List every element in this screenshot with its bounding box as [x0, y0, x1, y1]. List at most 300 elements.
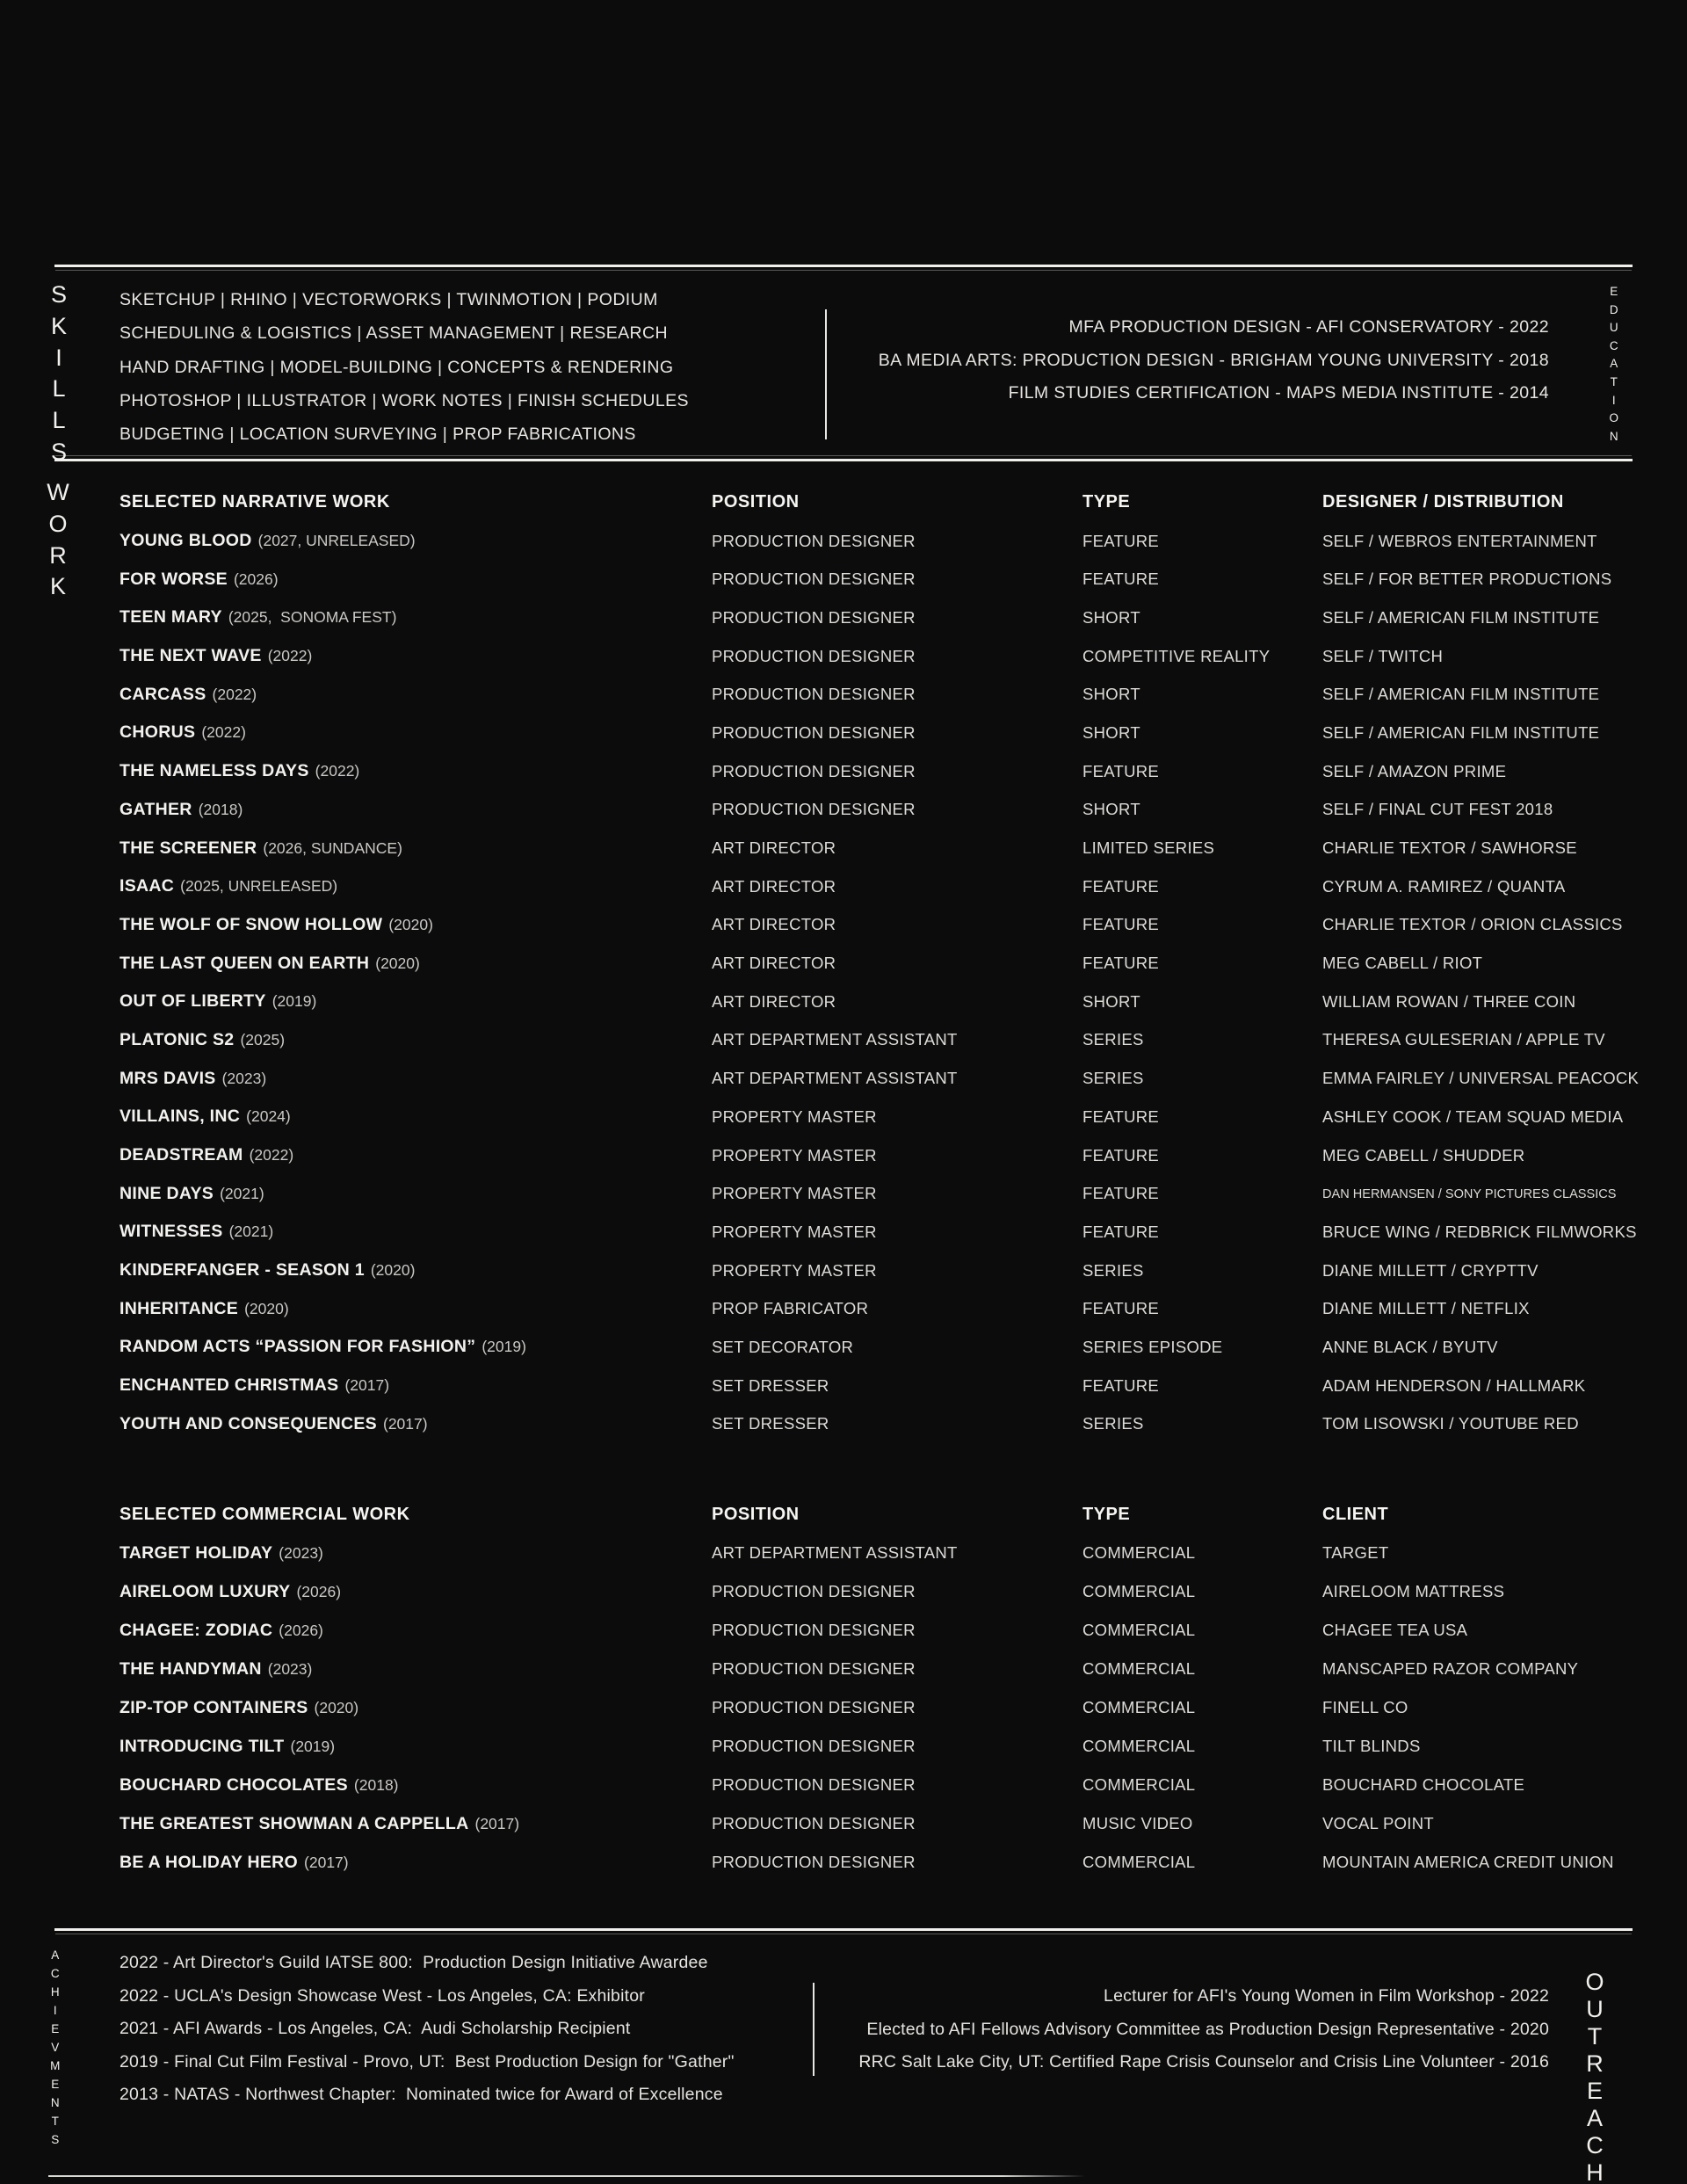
- project-year-detail: (2026): [296, 1582, 342, 1600]
- table-row: [119, 752, 1633, 791]
- type-cell: FEATURE: [1082, 761, 1160, 780]
- table-header-row: [119, 483, 1633, 522]
- type-cell: COMMERCIAL: [1082, 1737, 1196, 1755]
- position-cell: PRODUCTION DESIGNER: [712, 800, 916, 819]
- column-header-credit: CLIENT: [1322, 1504, 1389, 1524]
- project-year-detail: (2018): [198, 800, 243, 818]
- project-year-detail: (2022): [249, 1146, 294, 1165]
- divider-skills-education: [825, 309, 827, 439]
- type-cell: COMMERCIAL: [1082, 1775, 1196, 1794]
- table-row: [119, 1766, 1633, 1804]
- type-cell: SERIES EPISODE: [1082, 1337, 1223, 1356]
- project-year-detail: (2017): [304, 1853, 349, 1871]
- position-cell: SET DECORATOR: [712, 1337, 854, 1356]
- divider-achievements-top: [54, 1928, 1633, 1931]
- credit-cell: BRUCE WING / REDBRICK FILMWORKS: [1322, 1222, 1637, 1241]
- column-header-type: TYPE: [1082, 492, 1131, 512]
- position-cell: ART DIRECTOR: [712, 954, 836, 973]
- project-name: KINDERFANGER - SEASON 1: [119, 1260, 365, 1281]
- vertical-label-letter: A: [1586, 2105, 1603, 2131]
- credit-cell: BOUCHARD CHOCOLATE: [1322, 1775, 1525, 1794]
- table-row: [119, 1534, 1633, 1572]
- project-title-cell: [119, 685, 712, 705]
- credit-cell: MEG CABELL / SHUDDER: [1322, 1145, 1525, 1165]
- vertical-label-letter: O: [1609, 411, 1619, 425]
- credit-cell: FINELL CO: [1322, 1698, 1408, 1716]
- type-cell: COMMERCIAL: [1082, 1853, 1196, 1871]
- table-row: [119, 522, 1633, 561]
- project-year-detail: (2027, UNRELEASED): [257, 532, 416, 550]
- divider-bottom: [48, 2175, 1085, 2177]
- project-year-detail: (2023): [279, 1543, 323, 1562]
- project-title-cell: [119, 1145, 712, 1165]
- type-cell: FEATURE: [1082, 1375, 1160, 1395]
- column-header-credit: DESIGNER / DISTRIBUTION: [1322, 492, 1564, 512]
- credit-cell: SELF / FINAL CUT FEST 2018: [1322, 800, 1553, 819]
- project-title-cell: [119, 800, 712, 820]
- credit-cell: SELF / FOR BETTER PRODUCTIONS: [1322, 570, 1612, 589]
- vertical-label-letter: C: [1609, 338, 1619, 352]
- credit-cell: CHARLIE TEXTOR / SAWHORSE: [1322, 838, 1577, 858]
- vertical-label-letter: S: [50, 281, 67, 308]
- vertical-label-letter: R: [1586, 2050, 1604, 2077]
- vertical-label-letter: U: [1586, 1996, 1604, 2022]
- project-name: INTRODUCING TILT: [119, 1736, 285, 1756]
- position-cell: PROPERTY MASTER: [712, 1107, 877, 1126]
- divider-top: [54, 265, 1633, 267]
- vertical-label-letter: U: [1609, 321, 1619, 335]
- project-title-cell: [119, 1853, 712, 1873]
- education-line: FILM STUDIES CERTIFICATION - MAPS MEDIA INSTITUTE - 2014: [1008, 383, 1549, 403]
- table-row: [119, 1688, 1633, 1727]
- column-header-type: TYPE: [1082, 1504, 1131, 1524]
- position-cell: PRODUCTION DESIGNER: [712, 761, 916, 780]
- position-cell: ART DIRECTOR: [712, 915, 836, 934]
- position-cell: SET DRESSER: [712, 1375, 829, 1395]
- project-title-cell: [119, 838, 712, 859]
- table-row: [119, 1174, 1633, 1213]
- project-year-detail: (2019): [481, 1338, 526, 1356]
- column-header-position: POSITION: [712, 492, 800, 512]
- project-name: MRS DAVIS: [119, 1068, 216, 1088]
- project-year-detail: (2022): [315, 762, 360, 780]
- project-year-detail: (2019): [272, 992, 317, 1011]
- outreach-line: Lecturer for AFI's Young Women in Film Workshop - 2022: [1104, 1986, 1549, 2006]
- vertical-label-letter: K: [49, 573, 66, 600]
- table-row: [119, 1213, 1637, 1252]
- project-year-detail: (2020): [244, 1299, 289, 1317]
- project-title-cell: [119, 1107, 712, 1127]
- project-name: FOR WORSE: [119, 569, 228, 589]
- narrative-work-table: [119, 483, 1640, 1443]
- position-cell: PRODUCTION DESIGNER: [712, 685, 916, 704]
- project-name: THE LAST QUEEN ON EARTH: [119, 953, 370, 973]
- vertical-label-letter: A: [1610, 357, 1618, 371]
- type-cell: FEATURE: [1082, 570, 1160, 589]
- project-title-cell: [119, 1375, 712, 1396]
- type-cell: COMMERCIAL: [1082, 1543, 1196, 1562]
- vertical-label-letter: W: [47, 479, 69, 505]
- project-name: DEADSTREAM: [119, 1145, 243, 1165]
- vertical-label-letter: K: [50, 312, 67, 339]
- project-title-cell: [119, 1222, 712, 1242]
- project-name: VILLAINS, INC: [119, 1107, 241, 1127]
- project-year-detail: (2024): [246, 1107, 291, 1126]
- type-cell: SERIES: [1082, 1260, 1144, 1280]
- project-year-detail: (2026, SUNDANCE): [263, 838, 402, 857]
- achievements-list: [119, 1947, 735, 2112]
- credit-cell: ANNE BLACK / BYUTV: [1322, 1337, 1498, 1356]
- credit-cell: MOUNTAIN AMERICA CREDIT UNION: [1322, 1853, 1614, 1871]
- type-cell: FEATURE: [1082, 1299, 1160, 1318]
- type-cell: SERIES: [1082, 1030, 1144, 1049]
- type-cell: SERIES: [1082, 1414, 1144, 1433]
- project-year-detail: (2017): [344, 1376, 390, 1395]
- credit-cell: SELF / WEBROS ENTERTAINMENT: [1322, 531, 1597, 550]
- project-name: THE NAMELESS DAYS: [119, 761, 309, 781]
- column-header-title: SELECTED COMMERCIAL WORK: [119, 1504, 410, 1524]
- type-cell: SHORT: [1082, 607, 1140, 627]
- vertical-label-letter: H: [1586, 2159, 1604, 2184]
- vertical-label-letter: N: [1609, 429, 1619, 443]
- project-title-cell: [119, 531, 712, 551]
- vertical-label-letter: M: [50, 2059, 61, 2072]
- table-row: [119, 1021, 1633, 1060]
- project-year-detail: (2018): [353, 1775, 399, 1794]
- type-cell: LIMITED SERIES: [1082, 838, 1215, 858]
- vertical-label-letter: V: [51, 2041, 60, 2054]
- project-name: GATHER: [119, 799, 192, 819]
- credit-cell: DIANE MILLETT / NETFLIX: [1322, 1299, 1530, 1318]
- type-cell: COMPETITIVE REALITY: [1082, 646, 1271, 665]
- table-row: [119, 599, 1633, 637]
- project-name: PLATONIC S2: [119, 1029, 235, 1049]
- work-section-label: [42, 477, 74, 603]
- project-year-detail: (2022): [212, 685, 257, 703]
- vertical-label-letter: S: [51, 2133, 60, 2146]
- project-title-cell: [119, 954, 712, 974]
- achievement-line: 2021 - AFI Awards - Los Angeles, CA: Audi Scholarship Recipient: [119, 2019, 631, 2039]
- project-name: CHAGEE: ZODIAC: [119, 1620, 273, 1640]
- achievements-section-label: [42, 1946, 69, 2149]
- table-row: [119, 1843, 1633, 1882]
- type-cell: COMMERCIAL: [1082, 1621, 1196, 1639]
- credit-cell: CHAGEE TEA USA: [1322, 1621, 1468, 1639]
- education-list: [879, 311, 1549, 410]
- project-name: ENCHANTED CHRISTMAS: [119, 1375, 339, 1396]
- vertical-label-letter: S: [50, 438, 67, 465]
- project-title-cell: [119, 646, 712, 666]
- position-cell: ART DEPARTMENT ASSISTANT: [712, 1543, 958, 1562]
- credit-cell: WILLIAM ROWAN / THREE COIN: [1322, 991, 1576, 1011]
- project-title-cell: [119, 1260, 712, 1281]
- project-year-detail: (2025, SONOMA FEST): [228, 608, 397, 627]
- outreach-list: [858, 1980, 1549, 2079]
- project-year-detail: (2020): [388, 915, 433, 933]
- type-cell: FEATURE: [1082, 531, 1160, 550]
- project-title-cell: [119, 1698, 712, 1718]
- project-title-cell: [119, 991, 712, 1012]
- type-cell: FEATURE: [1082, 954, 1160, 973]
- position-cell: PRODUCTION DESIGNER: [712, 531, 916, 550]
- project-name: THE GREATEST SHOWMAN A CAPPELLA: [119, 1813, 469, 1833]
- position-cell: PRODUCTION DESIGNER: [712, 1737, 916, 1755]
- project-year-detail: (2020): [314, 1698, 359, 1716]
- table-row: [119, 944, 1633, 983]
- position-cell: PROPERTY MASTER: [712, 1184, 877, 1203]
- position-cell: ART DIRECTOR: [712, 838, 836, 858]
- position-cell: PROPERTY MASTER: [712, 1260, 877, 1280]
- project-year-detail: (2020): [375, 954, 420, 972]
- table-row: [119, 983, 1633, 1021]
- credit-cell: EMMA FAIRLEY / UNIVERSAL PEACOCK: [1322, 1069, 1640, 1088]
- project-name: CHORUS: [119, 722, 196, 743]
- project-title-cell: [119, 876, 712, 896]
- column-header-position: POSITION: [712, 1504, 800, 1524]
- project-year-detail: (2026): [279, 1621, 323, 1639]
- position-cell: SET DRESSER: [712, 1414, 829, 1433]
- credit-cell: MEG CABELL / RIOT: [1322, 954, 1483, 973]
- project-title-cell: [119, 1582, 712, 1602]
- project-name: ZIP-TOP CONTAINERS: [119, 1697, 308, 1717]
- skills-line: HAND DRAFTING | MODEL-BUILDING | CONCEPTS & RENDERING: [119, 357, 674, 377]
- type-cell: COMMERCIAL: [1082, 1698, 1196, 1716]
- vertical-label-letter: E: [1610, 285, 1618, 298]
- credit-cell: SELF / AMERICAN FILM INSTITUTE: [1322, 685, 1600, 704]
- outreach-section-label: [1580, 1969, 1610, 2184]
- table-row: [119, 791, 1633, 830]
- table-row: [119, 1572, 1633, 1611]
- credit-cell: ASHLEY COOK / TEAM SQUAD MEDIA: [1322, 1107, 1624, 1126]
- divider-skills-bottom: [54, 459, 1633, 461]
- table-row: [119, 1328, 1633, 1367]
- project-year-detail: (2021): [228, 1223, 274, 1241]
- project-title-cell: [119, 1737, 712, 1757]
- position-cell: PRODUCTION DESIGNER: [712, 1582, 916, 1600]
- project-year-detail: (2023): [221, 1069, 267, 1087]
- vertical-label-letter: O: [48, 510, 68, 537]
- project-title-cell: [119, 1543, 712, 1564]
- vertical-label-letter: T: [1587, 2023, 1603, 2050]
- position-cell: PROPERTY MASTER: [712, 1222, 877, 1241]
- table-row: [119, 867, 1633, 906]
- type-cell: COMMERCIAL: [1082, 1582, 1196, 1600]
- type-cell: FEATURE: [1082, 915, 1160, 934]
- type-cell: SHORT: [1082, 685, 1140, 704]
- credit-cell: SELF / AMERICAN FILM INSTITUTE: [1322, 722, 1600, 742]
- table-row: [119, 1367, 1633, 1405]
- table-row: [119, 906, 1633, 945]
- education-line: MFA PRODUCTION DESIGN - AFI CONSERVATORY - 2022: [1068, 317, 1549, 337]
- position-cell: PRODUCTION DESIGNER: [712, 722, 916, 742]
- position-cell: ART DEPARTMENT ASSISTANT: [712, 1069, 958, 1088]
- project-year-detail: (2022): [267, 647, 313, 665]
- project-name: YOUTH AND CONSEQUENCES: [119, 1413, 377, 1433]
- project-name: THE SCREENER: [119, 838, 257, 858]
- vertical-label-letter: E: [1586, 2078, 1603, 2104]
- project-name: THE NEXT WAVE: [119, 646, 262, 666]
- type-cell: SHORT: [1082, 722, 1140, 742]
- table-row: [119, 1611, 1633, 1650]
- project-title-cell: [119, 1069, 712, 1089]
- vertical-label-letter: I: [1611, 393, 1617, 407]
- project-name: RANDOM ACTS “PASSION FOR FASHION”: [119, 1337, 476, 1357]
- project-year-detail: (2021): [220, 1184, 264, 1202]
- vertical-label-letter: O: [1585, 1969, 1604, 1995]
- project-title-cell: [119, 1184, 712, 1204]
- project-title-cell: [119, 1299, 712, 1319]
- type-cell: FEATURE: [1082, 1184, 1160, 1203]
- project-year-detail: (2022): [201, 723, 246, 742]
- credit-cell: THERESA GULESERIAN / APPLE TV: [1322, 1030, 1605, 1049]
- type-cell: MUSIC VIDEO: [1082, 1814, 1193, 1832]
- outreach-line: Elected to AFI Fellows Advisory Committee as Production Design Representative - 2020: [866, 2019, 1549, 2039]
- project-year-detail: (2017): [383, 1414, 428, 1433]
- project-title-cell: [119, 915, 712, 935]
- credit-cell: SELF / TWITCH: [1322, 646, 1444, 665]
- project-name: TEEN MARY: [119, 607, 222, 628]
- position-cell: PRODUCTION DESIGNER: [712, 1621, 916, 1639]
- position-cell: PRODUCTION DESIGNER: [712, 570, 916, 589]
- vertical-label-letter: I: [55, 344, 62, 371]
- project-name: YOUNG BLOOD: [119, 531, 252, 551]
- vertical-label-letter: C: [1586, 2132, 1604, 2159]
- credit-cell: DIANE MILLETT / CRYPTTV: [1322, 1260, 1539, 1280]
- achievement-line: 2013 - NATAS - Northwest Chapter: Nominated twice for Award of Excellence: [119, 2085, 723, 2105]
- vertical-label-letter: E: [51, 2078, 60, 2091]
- type-cell: SERIES: [1082, 1069, 1144, 1088]
- credit-cell: TOM LISOWSKI / YOUTUBE RED: [1322, 1414, 1579, 1433]
- project-name: THE HANDYMAN: [119, 1658, 262, 1679]
- project-name: TARGET HOLIDAY: [119, 1542, 273, 1563]
- credit-cell: SELF / AMERICAN FILM INSTITUTE: [1322, 607, 1600, 627]
- table-row: [119, 1252, 1633, 1290]
- project-name: ISAAC: [119, 876, 175, 896]
- position-cell: PRODUCTION DESIGNER: [712, 1659, 916, 1678]
- vertical-label-letter: H: [50, 1985, 61, 1999]
- project-title-cell: [119, 570, 712, 590]
- type-cell: COMMERCIAL: [1082, 1659, 1196, 1678]
- project-name: AIRELOOM LUXURY: [119, 1581, 291, 1601]
- outreach-line: RRC Salt Lake City, UT: Certified Rape Crisis Counselor and Crisis Line Volunteer - 2016: [858, 2052, 1549, 2072]
- type-cell: SHORT: [1082, 991, 1140, 1011]
- column-header-title: SELECTED NARRATIVE WORK: [119, 492, 390, 512]
- project-title-cell: [119, 1659, 712, 1680]
- achievement-line: 2019 - Final Cut Film Festival - Provo, UT: Best Production Design for "Gather": [119, 2051, 735, 2072]
- skills-line: SCHEDULING & LOGISTICS | ASSET MANAGEMENT | RESEARCH: [119, 323, 669, 344]
- type-cell: FEATURE: [1082, 1222, 1160, 1241]
- education-section-label: [1601, 283, 1627, 446]
- vertical-label-letter: D: [1609, 302, 1619, 316]
- project-title-cell: [119, 1775, 712, 1796]
- credit-cell: AIRELOOM MATTRESS: [1322, 1582, 1505, 1600]
- table-row: [119, 1136, 1633, 1175]
- vertical-label-letter: A: [51, 1948, 60, 1962]
- project-name: OUT OF LIBERTY: [119, 991, 266, 1012]
- table-row: [119, 1727, 1633, 1766]
- credit-cell: CHARLIE TEXTOR / ORION CLASSICS: [1322, 915, 1623, 934]
- table-row: [119, 1289, 1633, 1328]
- project-name: NINE DAYS: [119, 1183, 214, 1203]
- type-cell: FEATURE: [1082, 876, 1160, 896]
- table-row: [119, 829, 1633, 867]
- position-cell: ART DEPARTMENT ASSISTANT: [712, 1030, 958, 1049]
- project-title-cell: [119, 607, 712, 628]
- project-name: CARCASS: [119, 684, 206, 704]
- education-line: BA MEDIA ARTS: PRODUCTION DESIGN - BRIGHAM YOUNG UNIVERSITY - 2018: [878, 350, 1549, 370]
- project-name: THE WOLF OF SNOW HOLLOW: [119, 914, 383, 934]
- project-year-detail: (2017): [474, 1814, 520, 1832]
- credit-cell: TARGET: [1322, 1543, 1389, 1562]
- credit-cell: DAN HERMANSEN / SONY PICTURES CLASSICS: [1322, 1186, 1617, 1201]
- position-cell: ART DIRECTOR: [712, 991, 836, 1011]
- project-name: BOUCHARD CHOCOLATES: [119, 1774, 348, 1795]
- vertical-label-letter: T: [1610, 374, 1618, 388]
- project-year-detail: (2019): [290, 1737, 336, 1755]
- skills-line: PHOTOSHOP | ILLUSTRATOR | WORK NOTES | FINISH SCHEDULES: [119, 390, 689, 410]
- position-cell: PRODUCTION DESIGNER: [712, 1814, 916, 1832]
- position-cell: PRODUCTION DESIGNER: [712, 646, 916, 665]
- vertical-label-letter: L: [52, 407, 66, 434]
- project-year-detail: (2025): [240, 1030, 286, 1048]
- credit-cell: CYRUM A. RAMIREZ / QUANTA: [1322, 876, 1566, 896]
- position-cell: PRODUCTION DESIGNER: [712, 1698, 916, 1716]
- position-cell: PRODUCTION DESIGNER: [712, 1853, 916, 1871]
- commercial-work-table: [119, 1495, 1633, 1882]
- project-name: INHERITANCE: [119, 1298, 239, 1318]
- table-header-row: [119, 1495, 1633, 1534]
- vertical-label-letter: C: [50, 1967, 61, 1980]
- project-year-detail: (2026): [233, 570, 279, 588]
- table-row: [119, 1098, 1633, 1136]
- project-title-cell: [119, 1337, 712, 1357]
- type-cell: FEATURE: [1082, 1107, 1160, 1126]
- credit-cell: MANSCAPED RAZOR COMPANY: [1322, 1659, 1579, 1678]
- position-cell: PROP FABRICATOR: [712, 1299, 869, 1318]
- skills-line: BUDGETING | LOCATION SURVEYING | PROP FABRICATIONS: [119, 424, 636, 445]
- project-title-cell: [119, 1814, 712, 1834]
- skills-list: [119, 283, 689, 451]
- project-year-detail: (2025, UNRELEASED): [180, 877, 338, 896]
- vertical-label-letter: T: [51, 2115, 60, 2128]
- table-row: [119, 1804, 1633, 1843]
- project-title-cell: [119, 1414, 712, 1434]
- vertical-label-letter: I: [53, 2004, 58, 2017]
- credit-cell: ADAM HENDERSON / HALLMARK: [1322, 1375, 1586, 1395]
- project-year-detail: (2023): [267, 1659, 313, 1678]
- table-row: [119, 714, 1633, 752]
- table-row: [119, 560, 1633, 599]
- credit-cell: SELF / AMAZON PRIME: [1322, 761, 1507, 780]
- position-cell: PRODUCTION DESIGNER: [712, 607, 916, 627]
- vertical-label-letter: E: [51, 2022, 60, 2035]
- table-row: [119, 1059, 1640, 1098]
- position-cell: PRODUCTION DESIGNER: [712, 1775, 916, 1794]
- project-title-cell: [119, 761, 712, 781]
- table-row: [119, 1405, 1633, 1444]
- project-title-cell: [119, 1621, 712, 1641]
- type-cell: SHORT: [1082, 800, 1140, 819]
- project-title-cell: [119, 722, 712, 743]
- skills-section-label: [44, 279, 74, 468]
- divider-achievements-outreach: [813, 1983, 815, 2076]
- vertical-label-letter: R: [49, 541, 67, 569]
- position-cell: PROPERTY MASTER: [712, 1145, 877, 1165]
- vertical-label-letter: N: [50, 2096, 61, 2109]
- credit-cell: TILT BLINDS: [1322, 1737, 1421, 1755]
- table-row: [119, 637, 1633, 676]
- project-name: WITNESSES: [119, 1222, 223, 1242]
